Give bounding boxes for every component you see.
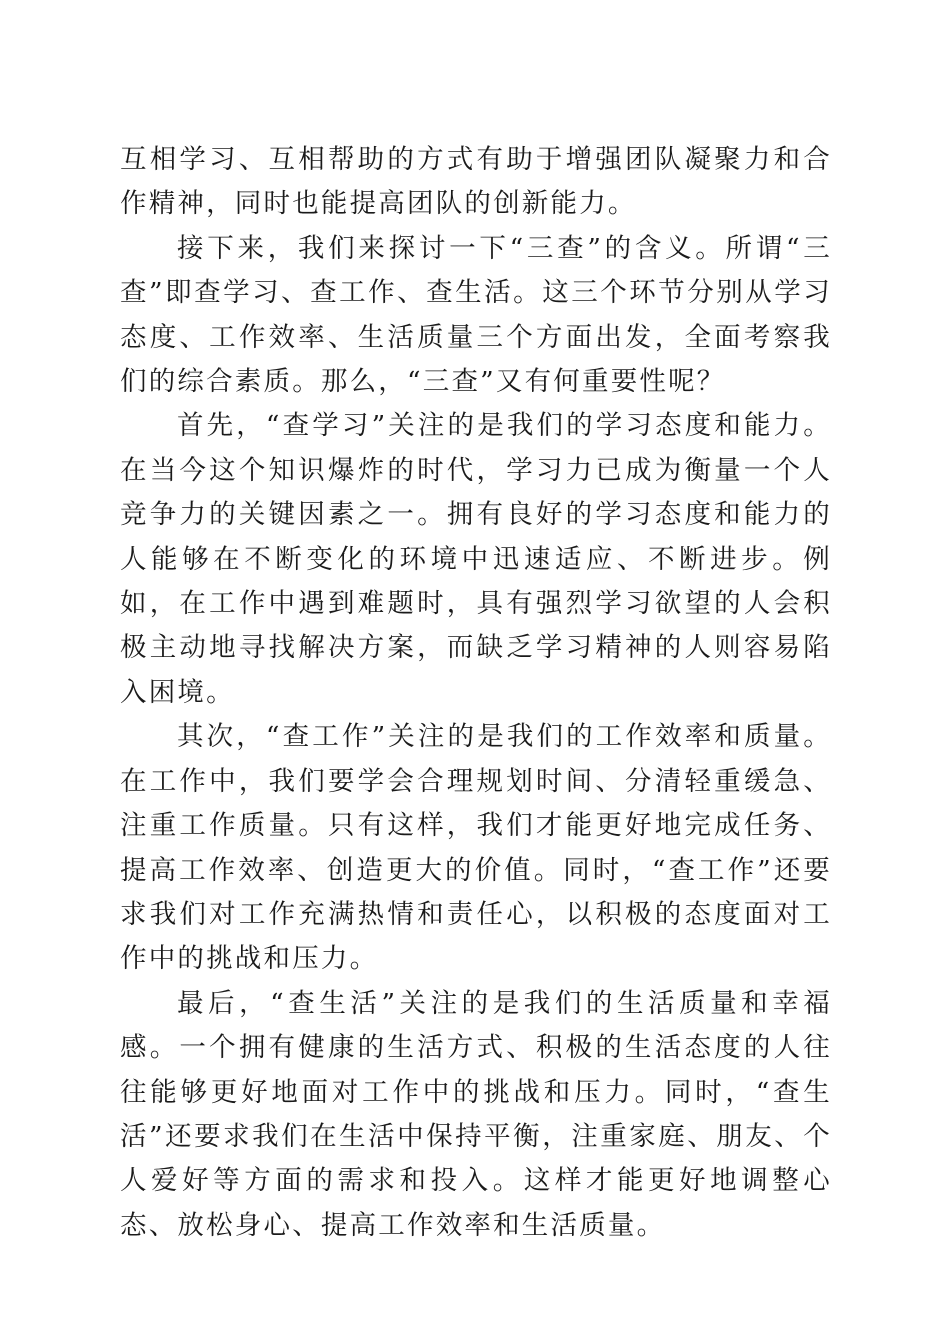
paragraph-continuation: 互相学习、互相帮助的方式有助于增强团队凝聚力和合作精神，同时也能提高团队的创新能力。 — [120, 144, 832, 220]
paragraph-check-life: 最后，“查生活”关注的是我们的生活质量和幸福感。一个拥有健康的生活方式、积极的生活态度的人往往能够更好地面对工作中的挑战和压力。同时，“查生活”还要求我们在生活中保持平衡，注重家庭、朋友、个人爱好等方面的需求和投入。这样才能更好地调整心态、放松身心、提高工作效率和生活质量。 — [120, 987, 832, 1241]
document-body — [120, 138, 832, 1248]
paragraph-check-study: 首先，“查学习”关注的是我们的学习态度和能力。在当今这个知识爆炸的时代，学习力已成为衡量一个人竞争力的关键因素之一。拥有良好的学习态度和能力的人能够在不断变化的环境中迅速适应、不断进步。例如，在工作中遇到难题时，具有强烈学习欲望的人会积极主动地寻找解决方案，而缺乏学习精神的人则容易陷入困境。 — [120, 410, 832, 708]
paragraph-three-checks-meaning: 接下来，我们来探讨一下“三查”的含义。所谓“三查”即查学习、查工作、查生活。这三个环节分别从学习态度、工作效率、生活质量三个方面出发，全面考察我们的综合素质。那么，“三查”又有何重要性呢？ — [120, 232, 832, 398]
paragraph-check-work: 其次，“查工作”关注的是我们的工作效率和质量。在工作中，我们要学会合理规划时间、分清轻重缓急、注重工作质量。只有这样，我们才能更好地完成任务、提高工作效率、创造更大的价值。同时，“查工作”还要求我们对工作充满热情和责任心，以积极的态度面对工作中的挑战和压力。 — [120, 721, 832, 975]
